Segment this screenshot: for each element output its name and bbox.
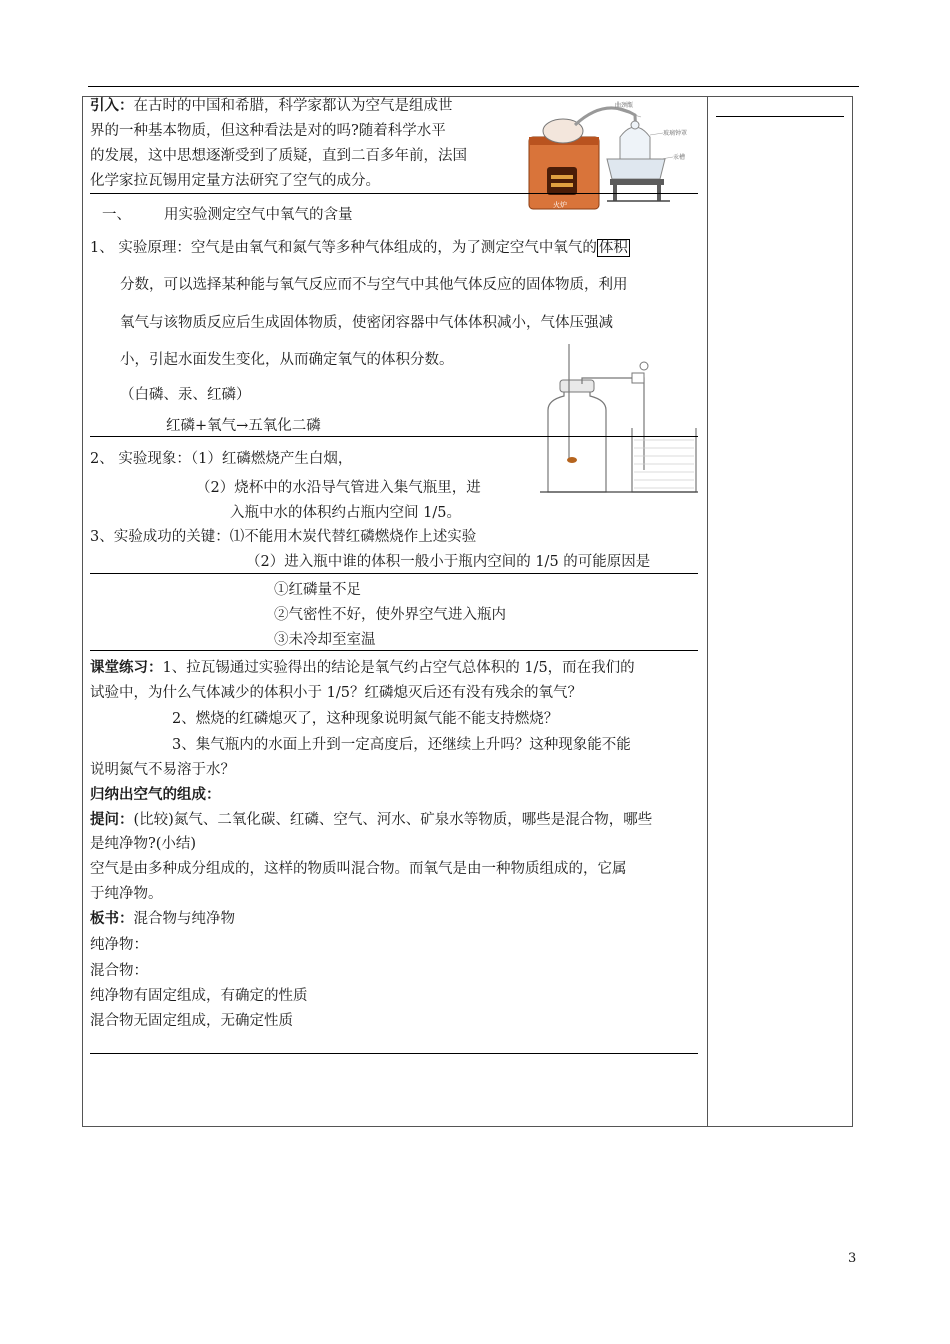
rule-after-summary	[90, 1053, 698, 1054]
key-line-1: 3、实验成功的关键：⑴不能用木炭代替红磷燃烧作上述实验	[90, 529, 477, 545]
summary-question-line-1: 提问：(比较)氮气、二氧化碳、红磷、空气、河水、矿泉水等物质，哪些是混合物，哪些	[90, 811, 653, 828]
question-label: 提问：	[90, 811, 134, 828]
section-number: 一、	[102, 207, 131, 223]
notes-column-divider	[707, 97, 708, 1126]
phenomenon-line-1: 2、 实验现象：（1）红磷燃烧产生白烟，	[90, 451, 353, 467]
practice-q3-line-1: 3、集气瓶内的水面上升到一定高度后，还继续上升吗？这种现象能不能	[172, 737, 631, 753]
intro-line-3: 的发展，这中思想逐渐受到了质疑，直到二百多年前，法国	[90, 148, 467, 164]
pure-substance-desc: 纯净物有固定组成，有确定的性质	[90, 988, 308, 1004]
board-line: 板书：混合物与纯净物	[90, 910, 235, 927]
principle-line-4: 小，引起水面发生变化，从而确定氧气的体积分数。	[120, 352, 454, 368]
key-label: 3、实验成功的关键：	[90, 529, 230, 545]
phenomenon-line-3: 入瓶中水的体积约占瓶内空间 1/5。	[230, 505, 461, 521]
rule-after-key	[90, 573, 698, 574]
summary-explain-line-1: 空气是由多种成分组成的，这样的物质叫混合物。而氧气是由一种物质组成的，它属	[90, 861, 627, 877]
rule-after-principle	[90, 436, 698, 437]
section-title: 用实验测定空气中氧气的含量	[164, 207, 353, 223]
summary-question-line-2: 是纯净物?(小结)	[90, 836, 197, 852]
page-number: 3	[848, 1251, 857, 1266]
practice-label: 课堂练习：	[90, 659, 163, 676]
practice-q3-line-2: 说明氮气不易溶于水？	[90, 762, 235, 778]
label-retort: 曲颈甑	[615, 102, 634, 109]
rule-after-intro	[90, 193, 698, 194]
mixture-desc: 混合物无固定组成，无确定性质	[90, 1013, 293, 1029]
intro-line-1: 引入：在古时的中国和希腊，科学家都认为空气是组成世	[90, 97, 453, 114]
board-label: 板书：	[90, 910, 134, 927]
summary-title: 归纳出空气的组成：	[90, 786, 221, 803]
principle-label: 1、 实验原理：	[90, 240, 191, 256]
header-rule	[88, 86, 859, 87]
practice-q1-line-1: 课堂练习：1、拉瓦锡通过实验得出的结论是氧气约占空气总体积的 1/5，而在我们的	[90, 659, 635, 676]
notes-column-rule	[716, 116, 844, 117]
lavoisier-apparatus-figure	[515, 97, 695, 215]
principle-line-2: 分数，可以选择某种能与氧气反应而不与空气中其他气体反应的固体物质，利用	[120, 277, 628, 293]
reason-1: ①红磷量不足	[274, 582, 361, 598]
rule-after-reasons	[90, 650, 698, 651]
principle-line-3: 氧气与该物质反应后生成固体物质，使密闭容器中气体体积减小，气体压强减	[120, 315, 613, 331]
intro-line-4: 化学家拉瓦锡用定量方法研究了空气的成分。	[90, 173, 380, 189]
practice-q2: 2、燃烧的红磷熄灭了，这种现象说明氮气能不能支持燃烧？	[172, 711, 559, 727]
phenomenon-line-2: （2）烧杯中的水沿导气管进入集气瓶里，进	[196, 480, 481, 496]
boxed-term: 体积	[598, 240, 628, 256]
reaction-equation: 红磷+氧气→五氧化二磷	[166, 418, 321, 434]
reason-2: ②气密性不好，使外界空气进入瓶内	[274, 607, 506, 623]
label-furnace: 火炉	[553, 201, 567, 209]
summary-explain-line-2: 于纯净物。	[90, 886, 163, 902]
phosphorus-apparatus-figure	[536, 340, 701, 494]
intro-label: 引入：	[90, 97, 134, 114]
reason-3: ③未冷却至室温	[274, 632, 376, 648]
phenomenon-label: 2、 实验现象：	[90, 451, 191, 467]
pure-substance-label: 纯净物：	[90, 937, 148, 953]
intro-line-2: 界的一种基本物质，但这种看法是对的吗?随着科学水平	[90, 123, 446, 139]
reactant-options: （白磷、汞、红磷）	[120, 387, 251, 403]
key-line-2: （2）进入瓶中谁的体积一般小于瓶内空间的 1/5 的可能原因是	[246, 554, 651, 570]
label-mercury-trough: 汞槽	[673, 154, 686, 161]
label-bell-jar: 玻璃钟罩	[663, 130, 688, 137]
principle-line-1: 1、 实验原理：空气是由氧气和氮气等多种气体组成的，为了测定空气中氧气的 体积	[90, 240, 628, 256]
practice-q1-line-2: 试验中，为什么气体减少的体积小于 1/5？红磷熄灭后还有没有残余的氧气？	[90, 685, 582, 701]
mixture-label: 混合物：	[90, 963, 148, 979]
